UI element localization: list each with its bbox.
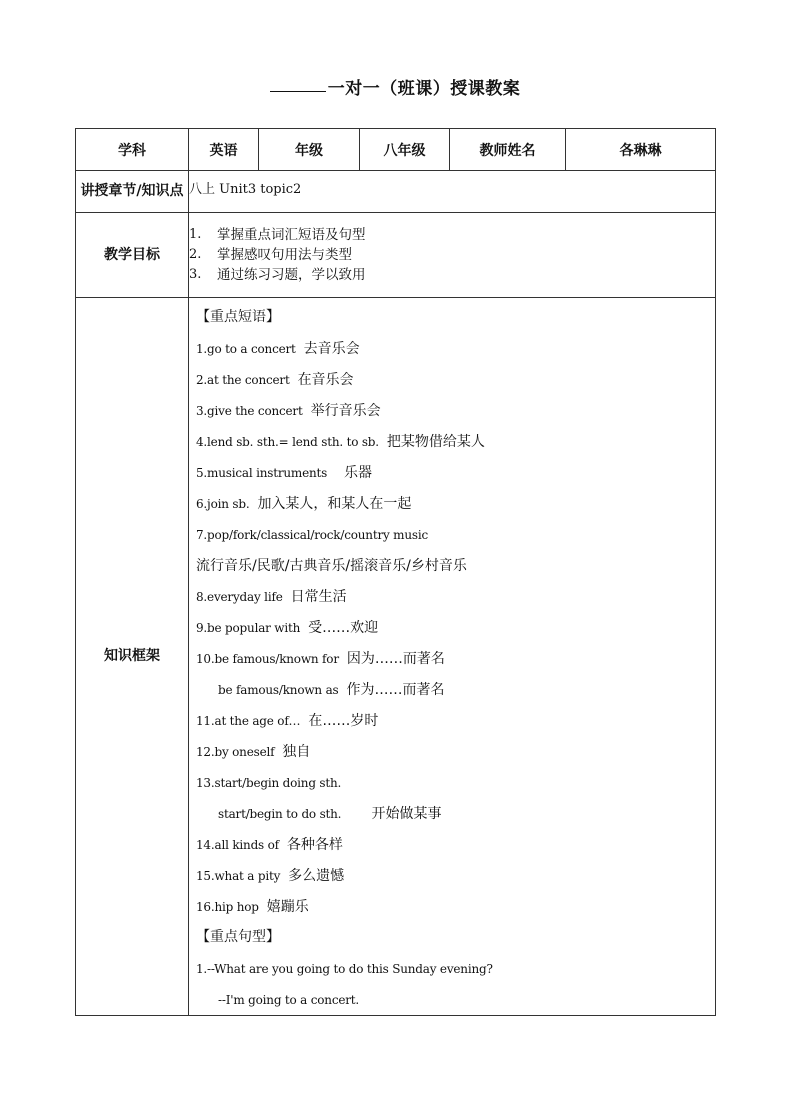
knowledge-label: 知识框架 — [76, 298, 189, 1016]
grade-label: 年级 — [259, 129, 360, 171]
goals-row — [76, 213, 716, 298]
english-text: 15.what a pity — [196, 869, 281, 883]
english-text: 5.musical instruments — [196, 466, 328, 480]
chinese-text: 各种各样 — [286, 837, 343, 853]
chinese-text: 乐器 — [335, 465, 372, 481]
chapter-value: 八上 Unit3 topic2 — [189, 171, 716, 213]
title-text: 一对一（班课）授课教案 — [327, 79, 521, 99]
chinese-text: 把某物借给某人 — [386, 434, 485, 450]
sentences-list — [196, 953, 715, 1015]
list-item — [196, 891, 715, 922]
english-text: 4.lend sb. sth.= lend sth. to sb. — [196, 435, 379, 449]
chinese-text: 去音乐会 — [303, 341, 360, 357]
goal-item: 1. 掌握重点词汇短语及句型 — [189, 227, 366, 243]
header-row — [76, 129, 716, 171]
list-item — [196, 395, 715, 426]
english-text: 14.all kinds of — [196, 838, 279, 852]
goal-item: 2. 掌握感叹句用法与类型 — [189, 247, 352, 263]
sentences-title: 【重点句型】 — [196, 929, 280, 945]
knowledge-row — [76, 298, 716, 1016]
english-text: 1.go to a concert — [196, 342, 296, 356]
subject-value: 英语 — [189, 129, 259, 171]
title-blank-line — [270, 79, 326, 92]
knowledge-content — [189, 298, 716, 1016]
chinese-text: 流行音乐/民歌/古典音乐/摇滚音乐/乡村音乐 — [196, 558, 467, 574]
goals-label: 教学目标 — [76, 213, 189, 298]
goal-item: 3. 通过练习习题，学以致用 — [189, 267, 366, 283]
list-item — [196, 488, 715, 519]
english-text: 13.start/begin doing sth. — [196, 776, 342, 790]
english-text: 8.everyday life — [196, 590, 283, 604]
teacher-value: 各琳琳 — [566, 129, 716, 171]
list-item — [196, 767, 715, 798]
english-text: 9.be popular with — [196, 621, 301, 635]
chinese-text: 开始做某事 — [349, 806, 442, 822]
chinese-text: 在音乐会 — [297, 372, 354, 388]
english-text: 10.be famous/known for — [196, 652, 339, 666]
list-item — [196, 643, 715, 674]
list-item — [196, 612, 715, 643]
phrases-title: 【重点短语】 — [196, 309, 280, 325]
chinese-text: 受……欢迎 — [308, 620, 379, 636]
grade-value: 八年级 — [360, 129, 450, 171]
list-item — [196, 364, 715, 395]
phrases-list — [196, 333, 715, 922]
subject-label: 学科 — [76, 129, 189, 171]
chinese-text: 加入某人，和某人在一起 — [257, 496, 412, 512]
list-item — [196, 984, 715, 1015]
list-item — [196, 674, 715, 705]
list-item — [196, 333, 715, 364]
english-text: 1.--What are you going to do this Sunday evening? — [196, 962, 493, 976]
chinese-text: 在……岁时 — [308, 713, 379, 729]
list-item — [196, 798, 715, 829]
teacher-label: 教师姓名 — [450, 129, 566, 171]
english-text: 16.hip hop — [196, 900, 259, 914]
list-item — [196, 829, 715, 860]
list-item — [196, 705, 715, 736]
chinese-text: 因为……而著名 — [346, 651, 445, 667]
list-item — [196, 860, 715, 891]
goals-list — [189, 213, 716, 298]
list-item — [196, 581, 715, 612]
english-text: --I'm going to a concert. — [218, 993, 360, 1007]
list-item — [196, 457, 715, 488]
english-text: be famous/known as — [218, 683, 339, 697]
list-item — [196, 519, 715, 550]
list-item — [196, 550, 715, 581]
chinese-text: 独自 — [282, 744, 311, 760]
list-item — [196, 736, 715, 767]
english-text: start/begin to do sth. — [218, 807, 342, 821]
chinese-text: 嬉蹦乐 — [266, 899, 309, 915]
english-text: 11.at the age of… — [196, 714, 301, 728]
lesson-plan-table — [75, 128, 716, 1016]
english-text: 12.by oneself — [196, 745, 275, 759]
english-text: 6.join sb. — [196, 497, 250, 511]
list-item — [196, 426, 715, 457]
list-item — [196, 953, 715, 984]
english-text: 2.at the concert — [196, 373, 290, 387]
chinese-text: 多么遗憾 — [288, 868, 345, 884]
english-text: 7.pop/fork/classical/rock/country music — [196, 528, 428, 542]
page-title — [0, 74, 790, 99]
english-text: 3.give the concert — [196, 404, 303, 418]
chinese-text: 日常生活 — [290, 589, 347, 605]
chinese-text: 举行音乐会 — [310, 403, 381, 419]
chinese-text: 作为……而著名 — [346, 682, 445, 698]
chapter-label: 讲授章节/知识点 — [76, 171, 189, 213]
chapter-row — [76, 171, 716, 213]
